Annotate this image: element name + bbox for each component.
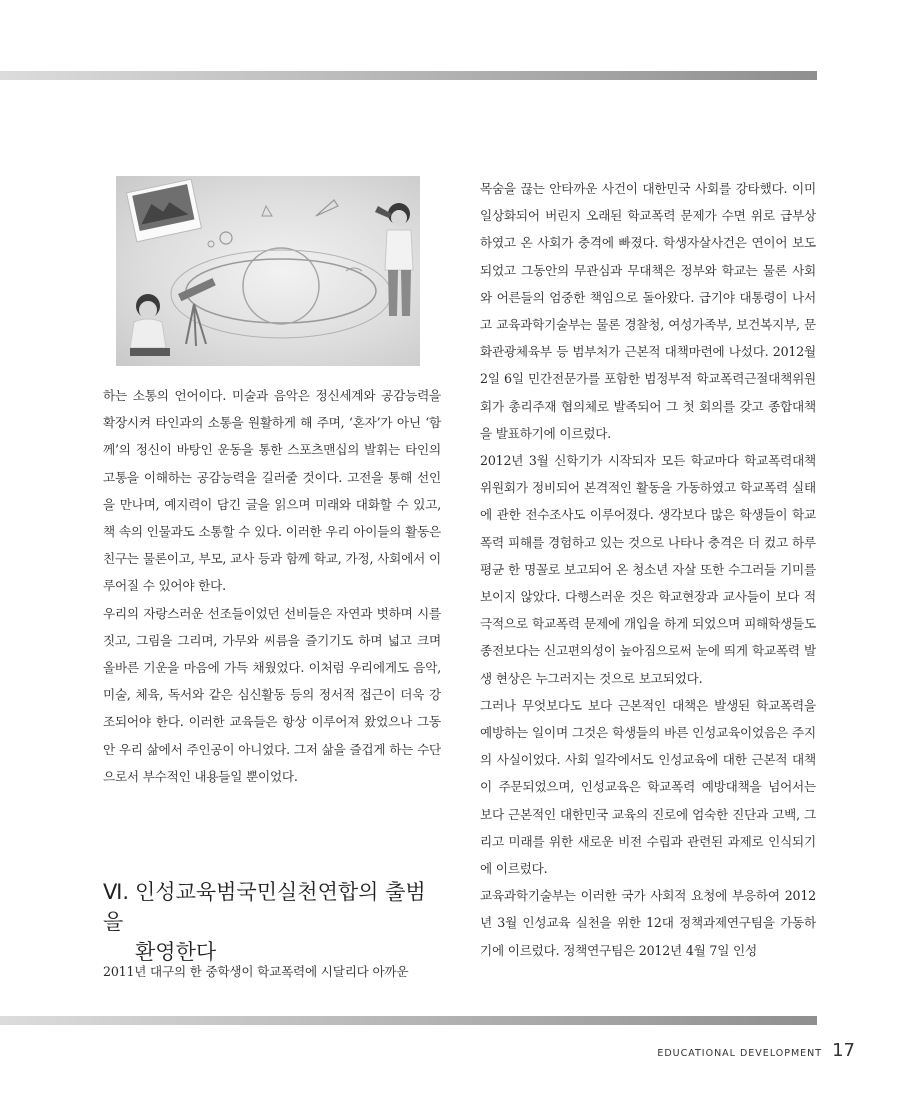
small-planet-sketch xyxy=(220,232,232,244)
paragraph: 2012년 3월 신학기가 시작되자 모든 학교마다 학교폭력대책위원회가 정비되어 본격적인 활동을 가동하였고 학교폭력 실태에 관한 전수조사도 이루어졌다. 생각보다 많은 학생들이 학교폭력 피해를 경험하고 있는 것으로 나타나 충격은 더 컸고 하루 평균 한 명꼴로 보고되어 온 청소년 자살 또한 수그러들 기미를 보이지 않았다. 다행스러운 것은 학교현장과 교사들이 보다 적극적으로 학교폭력 문제에 개입을 하게 되었으며 피해학생들도 종전보다는 신고편의성이 높아짐으로써 눈에 띄게 학교폭력 발생 현상은 누그러지는 것으로 보고되었다. xyxy=(480,453,816,686)
right-column xyxy=(480,175,816,964)
section-title-line1: 인성교육범국민실천연합의 출범을 xyxy=(103,880,426,934)
child-sitting xyxy=(130,294,170,356)
polaroid-photo xyxy=(127,179,202,242)
paragraph: 목숨을 끊는 안타까운 사건이 대한민국 사회를 강타했다. 이미 일상화되어 버린지 오래된 학교폭력 문제가 수면 위로 급부상하였고 온 사회가 충격에 빠졌다. 학생자살사건은 연이어 보도되었고 그동안의 무관심과 무대책은 정부와 학교는 물론 사회와 어른들의 엄중한 책임으로 돌아왔다. 급기야 대통령이 나서고 교육과학기술부는 물론 경찰청, 여성가족부, 보건복지부, 문화관광체육부 등 범부처가 근본적 대책마련에 나섰다. 2012월 2일 6일 민간전문가를 포함한 범정부적 학교폭력근절대책위원회가 총리주재 협의체로 발족되어 그 첫 회의를 갖고 종합대책을 발표하기에 이르렀다. xyxy=(480,181,816,441)
paragraph: 그러나 무엇보다도 보다 근본적인 대책은 발생된 학교폭력을 예방하는 일이며 그것은 학생들의 바른 인성교육이었음은 주지의 사실이었다. 사회 일각에서도 인성교육에 대한 근본적 대책이 주문되었으며, 인성교육은 학교폭력 예방대책을 넘어서는 보다 근본적인 대한민국 교육의 진로에 엄숙한 진단과 고백, 그리고 미래를 위한 새로운 비전 수립과 관련된 과제로 인식되기에 이르렀다. xyxy=(480,697,816,877)
section-heading xyxy=(103,877,443,967)
top-rule xyxy=(0,71,817,80)
section-numeral: Ⅵ. xyxy=(103,880,130,904)
left-column xyxy=(103,382,441,790)
child-standing xyxy=(375,203,413,316)
page-footer xyxy=(657,1040,855,1061)
star-sketch xyxy=(208,241,214,247)
bottom-rule xyxy=(0,1016,817,1025)
section-title-line2: 환영한다 xyxy=(135,940,217,964)
page-number: 17 xyxy=(832,1040,855,1061)
orbit-ring xyxy=(186,259,376,323)
illustration-children-space xyxy=(116,176,420,366)
paragraph: 우리의 자랑스러운 선조들이었던 선비들은 자연과 벗하며 시를 짓고, 그림을 그리며, 가무와 씨름을 즐기기도 하며 넓고 크며 올바른 기운을 마음에 가득 채웠었다. 이처럼 우리에게도 음악, 미술, 체육, 독서와 같은 심신활동 등의 정서적 접근이 더욱 강조되어야 한다. 이러한 교육들은 항상 이루어져 왔었으나 그동안 우리 삶에서 주인공이 아니었다. 그저 삶을 즐겁게 하는 수단으로서 부수적인 내용들일 뿐이었다. xyxy=(103,605,441,784)
illustration-drawing xyxy=(116,176,420,366)
running-footer-label: EDUCATIONAL DEVELOPMENT xyxy=(657,1048,823,1059)
section-body-start: 2011년 대구의 한 중학생이 학교폭력에 시달리다 아까운 xyxy=(103,964,409,979)
triangle-sketch xyxy=(262,206,272,216)
paragraph: 하는 소통의 언어이다. 미술과 음악은 정신세계와 공감능력을 확장시켜 타인과의 소통을 원활하게 해 주며, ‘혼자’가 아닌 ‘함께’의 정신이 바탕인 운동을 통한 스포츠맨십의 발휘는 타인의 고통을 이해하는 공감능력을 길러줄 것이다. 고전을 통해 선인을 만나며, 예지력이 담긴 글을 읽으며 미래와 대화할 수 있고, 책 속의 인물과도 소통할 수 있다. 이러한 우리 아이들의 활동은 친구는 물론이고, 부모, 교사 등과 함께 학교, 가정, 사회에서 이루어질 수 있어야 한다. xyxy=(103,388,441,594)
paragraph: 교육과학기술부는 이러한 국가 사회적 요청에 부응하여 2012년 3월 인성교육 실천을 위한 12대 정책과제연구팀을 가동하기에 이르렀다. 정책연구팀은 2012년 4월 7일 인성 xyxy=(480,888,816,958)
rocket-sketch xyxy=(316,200,338,216)
outer-orbit xyxy=(171,250,391,338)
